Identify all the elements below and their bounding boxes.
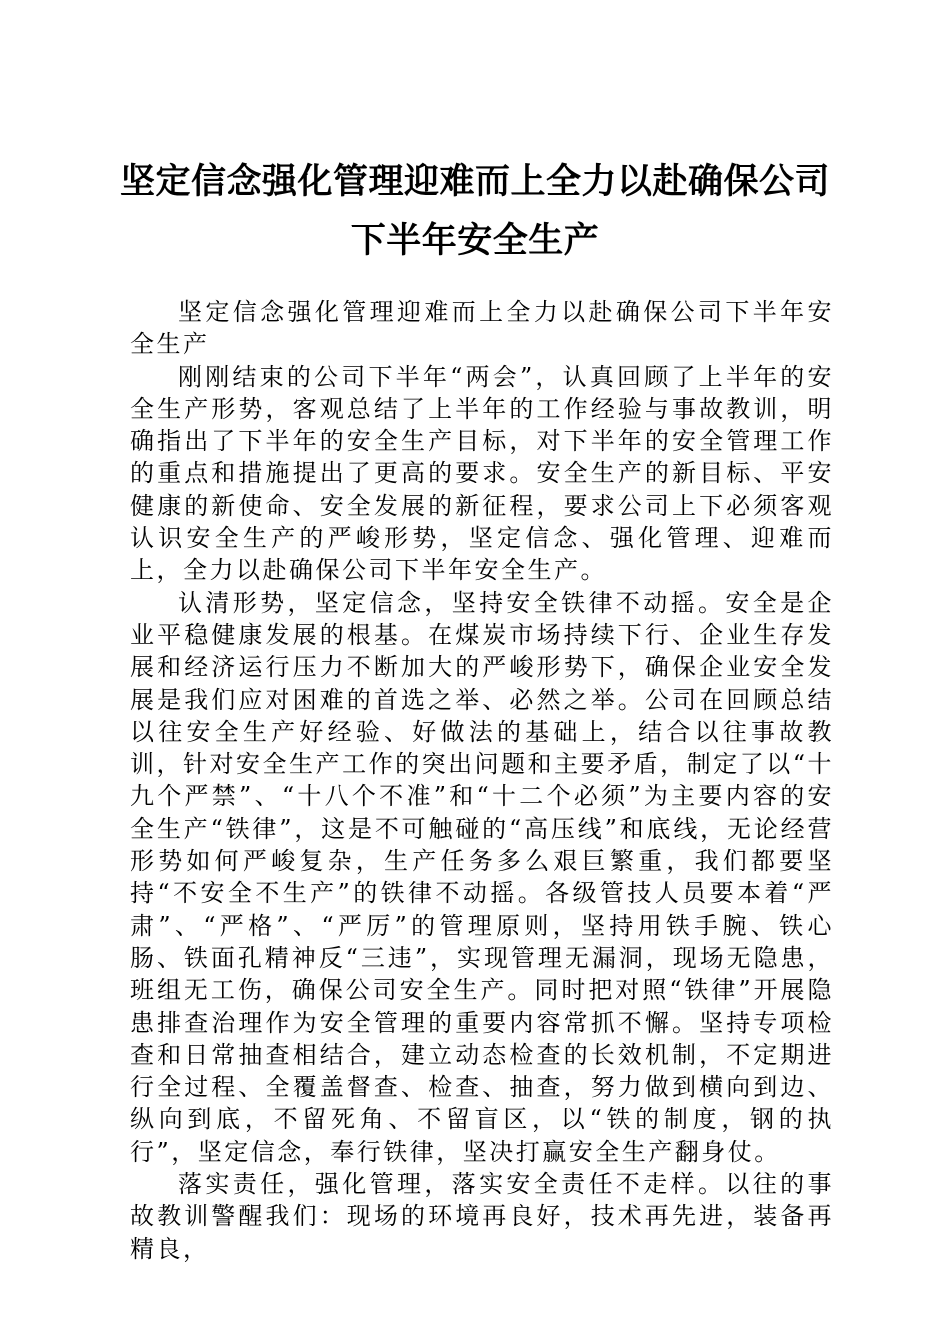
document-title-line-2: 下半年安全生产 [350,221,600,261]
document-title-line-1: 坚定信念强化管理迎难而上全力以赴确保公司 [119,162,830,202]
paragraph-situation: 认清形势，坚定信念，坚持安全铁律不动摇。安全是企业平稳健康发展的根基。在煤炭市场持续下行、企业生存发展和经济运行压力不断加大的严峻形势下，确保企业安全发展是我们应对困难的首选之举、必然之举。公司在回顾总结以往安全生产好经验、好做法的基础上，结合以往事故教训，针对安全生产工作的突出问题和主要矛盾，制定了以“十九个严禁”、“十八个不准”和“十二个必须”为主要内容的安全生产“铁律”，这是不可触碰的“高压线”和底线，无论经营形势如何严峻复杂，生产任务多么艰巨繁重，我们都要坚持“不安全不生产”的铁律不动摇。各级管技人员要本着“严肃”、“严格”、“严厉”的管理原则，坚持用铁手腕、铁心肠、铁面孔精神反“三违”，实现管理无漏洞，现场无隐患，班组无工伤，确保公司安全生产。同时把对照“铁律”开展隐患排查治理作为安全管理的重要内容常抓不懈。坚持专项检查和日常抽查相结合，建立动态检查的长效机制，不定期进行全过程、全覆盖督查、检查、抽查，努力做到横向到边、纵向到底，不留死角、不留盲区，以“铁的制度，钢的执行”，坚定信念，奉行铁律，坚决打赢安全生产翻身仗。 [130,588,834,1166]
document-body [130,296,834,1265]
paragraph-subtitle: 坚定信念强化管理迎难而上全力以赴确保公司下半年安全生产 [130,298,834,359]
paragraph-intro: 刚刚结束的公司下半年“两会”，认真回顾了上半年的安全生产形势，客观总结了上半年的工作经验与事故教训，明确指出了下半年的安全生产目标，对下半年的安全管理工作的重点和措施提出了更高的要求。安全生产的新目标、平安健康的新使命、安全发展的新征程，要求公司上下必须客观认识安全生产的严峻形势，坚定信念、强化管理、迎难而上，全力以赴确保公司下半年安全生产。 [130,362,834,585]
paragraph-responsibility: 落实责任，强化管理，落实安全责任不走样。以往的事故教训警醒我们：现场的环境再良好，技术再先进，装备再精良， [130,1170,834,1263]
